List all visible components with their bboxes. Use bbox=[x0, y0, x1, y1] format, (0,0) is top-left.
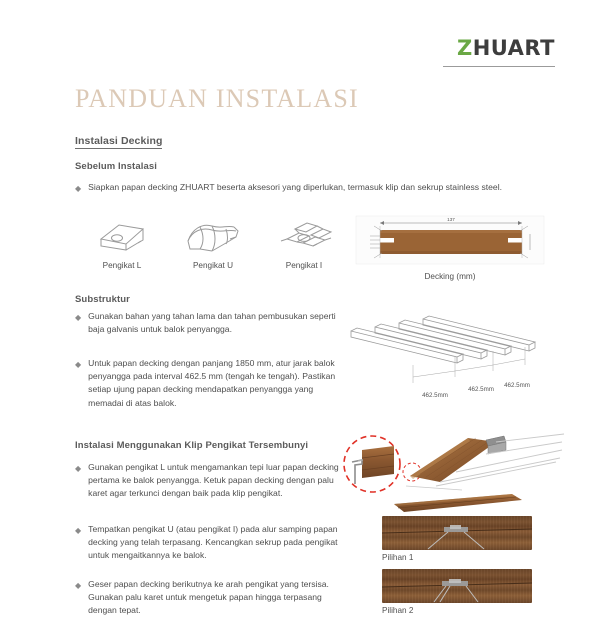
fastener-item-l bbox=[82, 216, 162, 270]
fastener-item-u-label: Pengikat U bbox=[192, 261, 234, 270]
option-1-caption: Pilihan 1 bbox=[382, 553, 414, 562]
bullet-slide-next-board-text: Geser papan decking berikutnya ke arah pengikat yang tersisa. Gunakan palu karet untuk mengetuk papan hingga terpasang dengan tepat. bbox=[88, 579, 329, 616]
option-1-figure bbox=[382, 516, 532, 562]
option-2-caption: Pilihan 2 bbox=[382, 606, 414, 615]
subsection-heading-hidden-clip bbox=[75, 435, 308, 453]
page-title: PANDUAN INSTALASI bbox=[75, 84, 359, 113]
joist-spacing-label-3: 462.5mm bbox=[504, 382, 530, 389]
subsection-heading-substructure bbox=[75, 289, 130, 307]
bullet-substructure-material-text: Gunakan bahan yang tahan lama dan tahan pembusukan seperti baja galvanis untuk balok penyangga. bbox=[88, 311, 336, 335]
decking-cross-section-figure bbox=[352, 212, 548, 281]
bullet-prepare-materials-text: Siapkan papan decking ZHUART beserta aksesori yang diperlukan, termasuk klip dan sekrup stainless steel. bbox=[88, 182, 502, 192]
u-clip-icon bbox=[173, 216, 253, 258]
subsection-heading-before-install bbox=[75, 156, 157, 174]
bullet-marker-icon: ◆ bbox=[75, 184, 82, 193]
option-1-photo bbox=[382, 516, 532, 550]
decking-cross-section-drawing bbox=[352, 212, 548, 270]
joist-spacing-drawing bbox=[345, 305, 550, 417]
deck-board-perspective bbox=[410, 438, 496, 482]
bullet-substructure-material bbox=[75, 310, 343, 345]
fastener-item-l-label: Pengikat L bbox=[102, 261, 142, 270]
subsection-heading-before-install-label: Sebelum Instalasi bbox=[75, 161, 157, 172]
joist-spacing-label-2: 462.5mm bbox=[468, 386, 494, 393]
logo-wordmark bbox=[443, 38, 555, 59]
bullet-marker-icon: ◆ bbox=[75, 313, 82, 322]
bullet-marker-icon: ◆ bbox=[75, 360, 82, 369]
decking-figure-caption: Decking (mm) bbox=[424, 272, 476, 281]
logo-underline bbox=[443, 66, 555, 67]
joist-spacing-label-1: 462.5mm bbox=[422, 392, 448, 399]
section-heading-decking bbox=[75, 131, 162, 149]
logo-rest: HUART bbox=[472, 36, 555, 60]
joist-spacing-figure bbox=[345, 305, 550, 417]
i-clip-icon bbox=[264, 216, 344, 258]
option-2-photo bbox=[382, 569, 532, 603]
subsection-heading-substructure-label: Substruktur bbox=[75, 294, 130, 305]
bullet-prepare-materials bbox=[75, 181, 515, 204]
fastener-item-i-label: Pengikat I bbox=[285, 261, 323, 270]
bullet-place-u-clip bbox=[75, 523, 343, 572]
logo-initial: Z bbox=[456, 36, 473, 60]
bullet-use-l-clip-text: Gunakan pengikat L untuk mengamankan tepi luar papan decking pertama ke balok penyangga. Ketuk papan decking dengan palu karet agar terkunci dengan baik pada klip pengikat. bbox=[88, 462, 339, 499]
bullet-joist-spacing-text: Untuk papan decking dengan panjang 1850 mm, atur jarak balok penyangga pada interval 462.5 mm (tengah ke tengah). Pastikan setiap ujung papan decking mendapatkan penyangga yang memadai di atas balok. bbox=[88, 358, 336, 408]
bullet-slide-next-board bbox=[75, 578, 343, 627]
subsection-heading-hidden-clip-label: Instalasi Menggunakan Klip Pengikat Tersembunyi bbox=[75, 440, 309, 451]
bullet-use-l-clip bbox=[75, 461, 343, 510]
brand-logo bbox=[443, 38, 555, 67]
fastener-item-i bbox=[264, 216, 344, 270]
bullet-marker-icon: ◆ bbox=[75, 464, 82, 473]
fastener-item-u bbox=[173, 216, 253, 270]
fastener-gallery bbox=[82, 216, 344, 270]
bullet-marker-icon: ◆ bbox=[75, 581, 82, 590]
clip-detail-figure bbox=[336, 428, 566, 518]
decking-width-dimension: 137 bbox=[447, 217, 455, 222]
bullet-joist-spacing bbox=[75, 357, 343, 419]
l-clip-icon bbox=[82, 216, 162, 258]
bullet-place-u-clip-text: Tempatkan pengikat U (atau pengikat I) pada alur samping papan decking yang telah terpasang. Kencangkan sekrup pada pengikat untuk mengaitkannya ke balok. bbox=[88, 524, 338, 561]
option-2-figure bbox=[382, 569, 532, 615]
bullet-marker-icon: ◆ bbox=[75, 526, 82, 535]
clip-detail-drawing bbox=[336, 428, 566, 518]
section-heading-decking-label: Instalasi Decking bbox=[75, 135, 163, 147]
